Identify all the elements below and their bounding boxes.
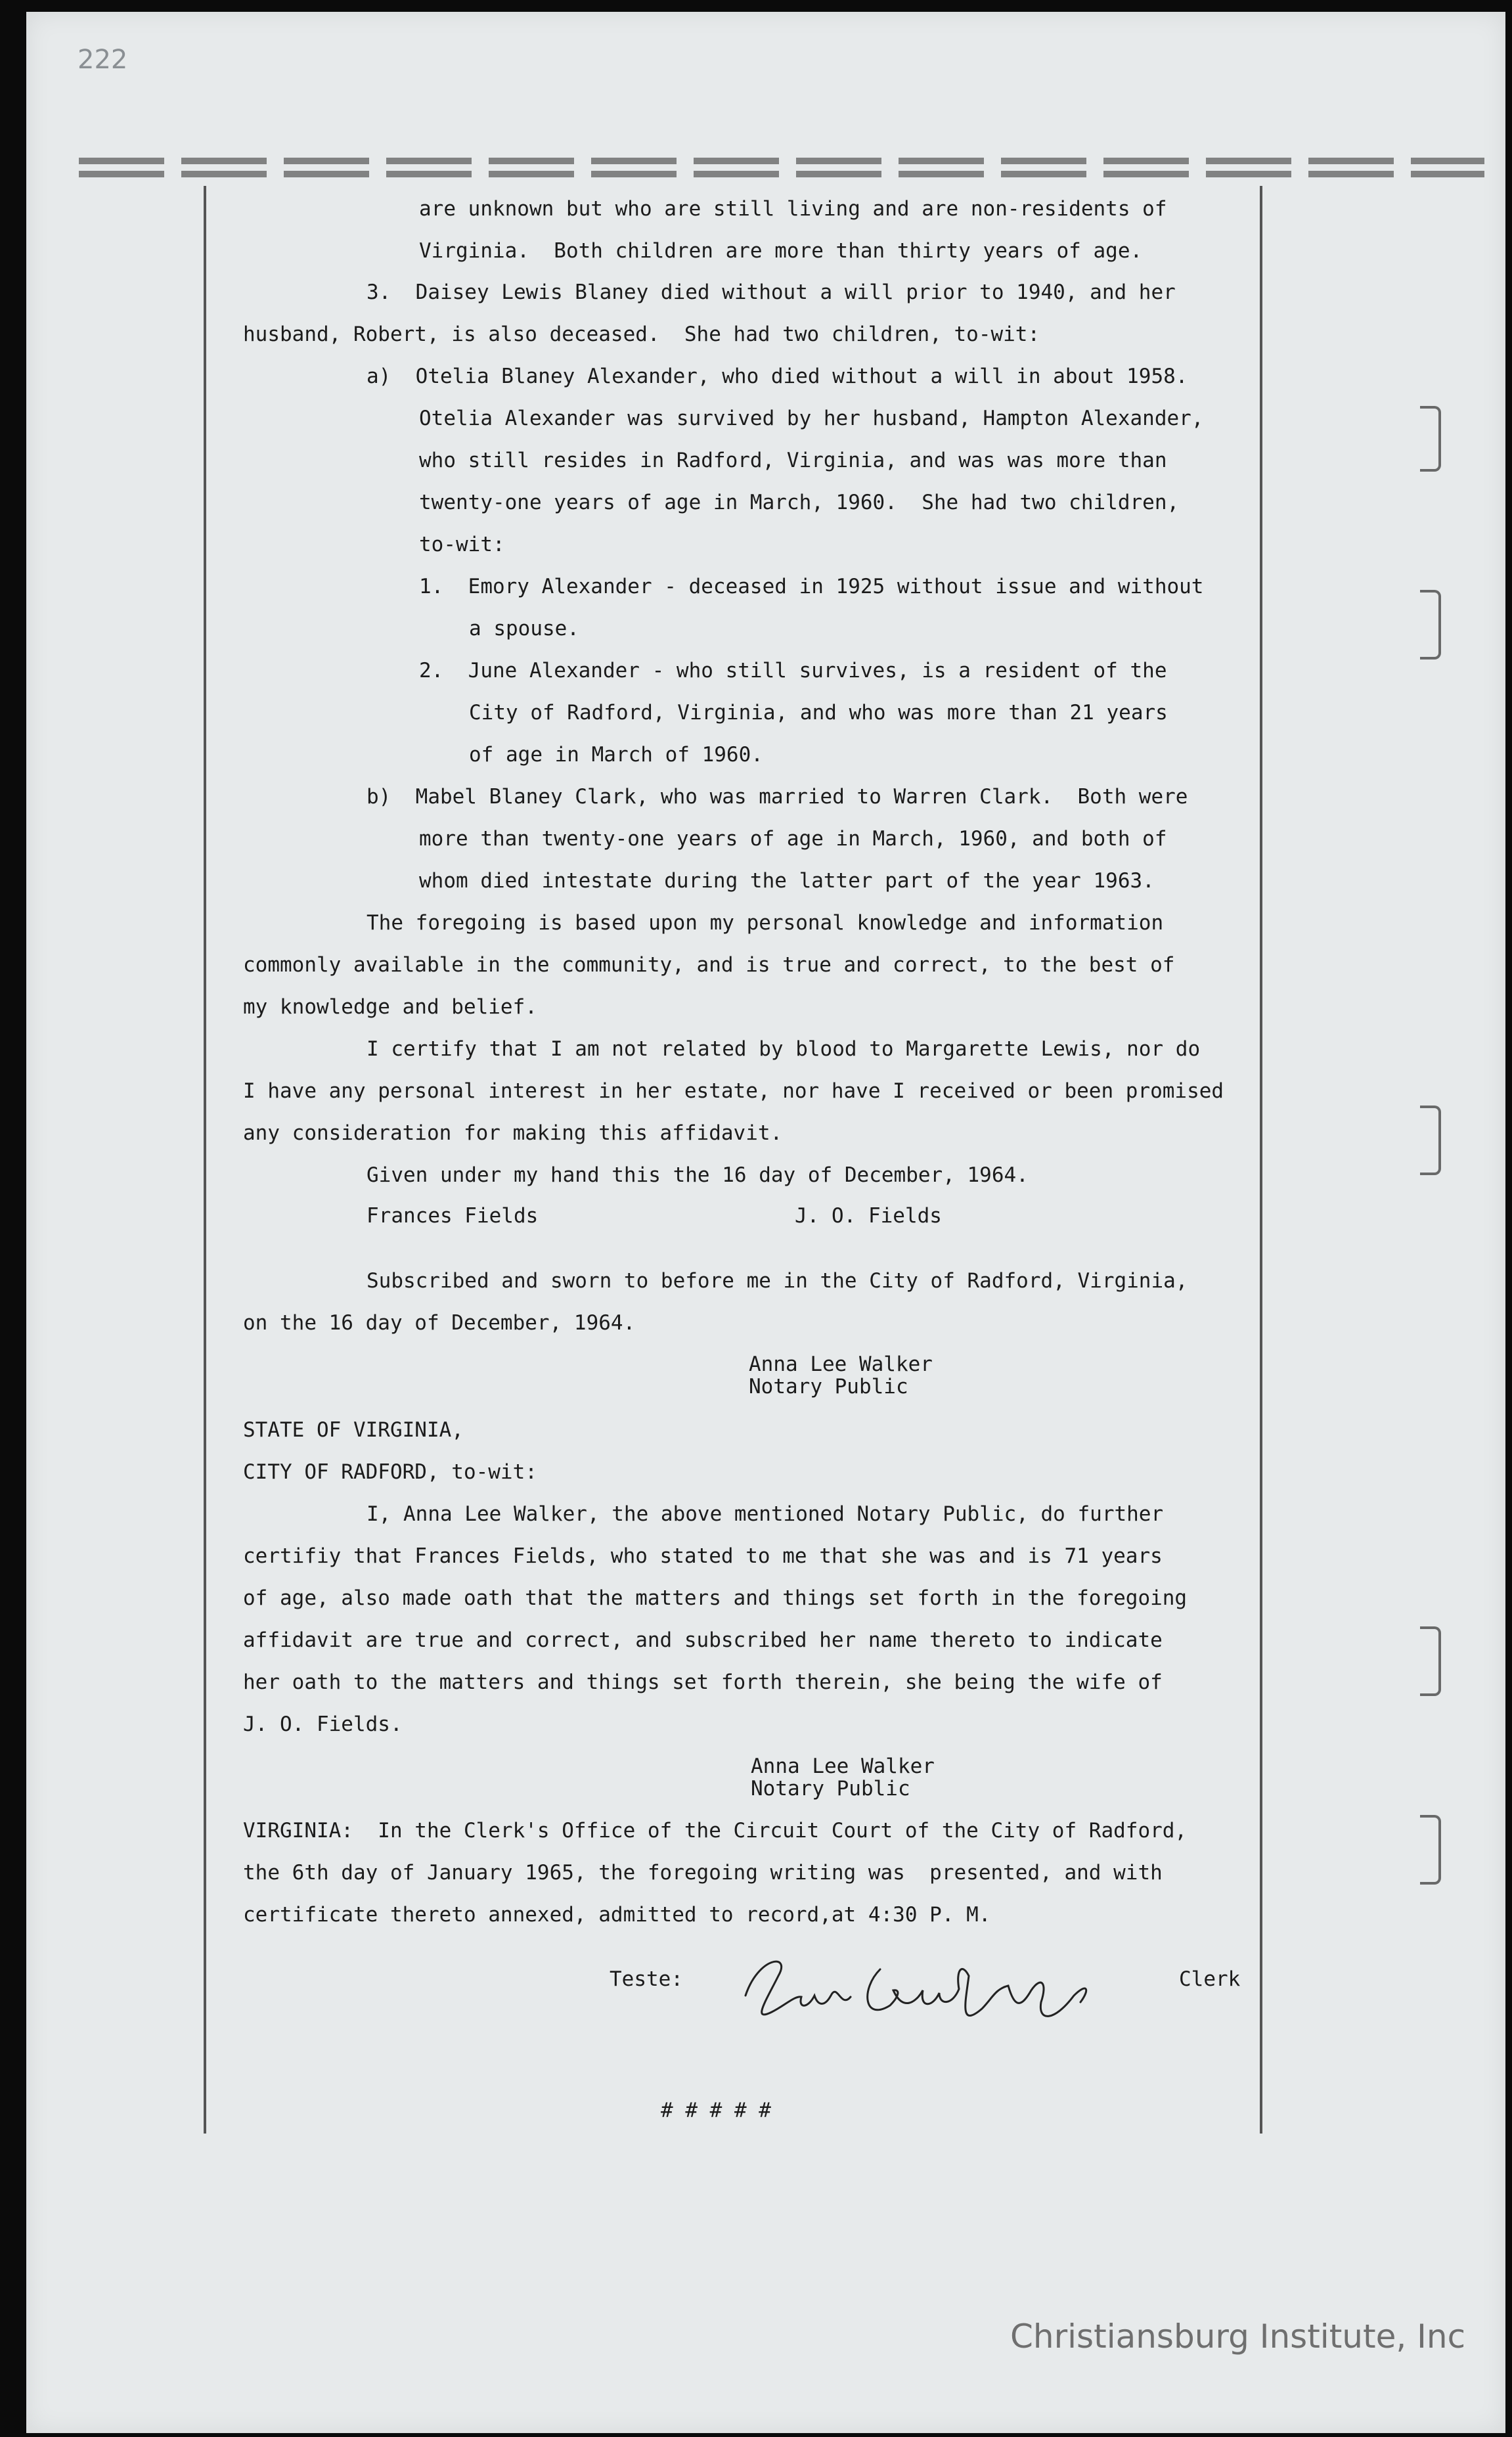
watermark: Christiansburg Institute, Inc: [1010, 2317, 1466, 2356]
end-marks: # # # # #: [661, 2099, 771, 2122]
body-line: twenty-one years of age in March, 1960. She had two children,: [419, 491, 1180, 514]
body-line: J. O. Fields.: [243, 1712, 403, 1736]
body-line: the 6th day of January 1965, the foregoing writing was presented, and with: [243, 1861, 1163, 1885]
body-line: of age in March of 1960.: [469, 743, 763, 767]
binder-mark: [1420, 590, 1441, 660]
body-line: CITY OF RADFORD, to-wit:: [243, 1460, 537, 1484]
dashed-rule-bottom: [79, 171, 1484, 177]
body-line: VIRGINIA: In the Clerk's Office of the Circuit Court of the City of Radford,: [243, 1819, 1188, 1843]
clerk-signature: [732, 1950, 1100, 2042]
body-line: whom died intestate during the latter part of the year 1963.: [419, 869, 1155, 893]
binder-mark: [1420, 406, 1441, 472]
body-line: of age, also made oath that the matters and things set forth in the foregoing: [243, 1586, 1188, 1610]
body-line: Subscribed and sworn to before me in the City of Radford, Virginia,: [367, 1269, 1188, 1293]
affiant-name: Frances Fields: [367, 1204, 539, 1228]
body-line: The foregoing is based upon my personal knowledge and information: [367, 911, 1164, 935]
notary-name: Anna Lee Walker: [749, 1353, 933, 1376]
body-line: a) Otelia Blaney Alexander, who died without a will in about 1958.: [367, 365, 1188, 388]
binder-mark: [1420, 1626, 1441, 1696]
body-line: on the 16 day of December, 1964.: [243, 1311, 636, 1335]
binder-mark: [1420, 1815, 1441, 1885]
body-line: any consideration for making this affidavit.: [243, 1121, 783, 1145]
body-line: husband, Robert, is also deceased. She had two children, to-wit:: [243, 323, 1040, 346]
body-line: my knowledge and belief.: [243, 995, 537, 1019]
notary-name: Anna Lee Walker: [751, 1755, 935, 1778]
document-page: [26, 12, 1505, 2433]
body-line: a spouse.: [469, 617, 579, 640]
body-line: b) Mabel Blaney Clark, who was married to Warren Clark. Both were: [367, 785, 1188, 809]
notary-title: Notary Public: [751, 1777, 910, 1800]
body-line: I have any personal interest in her estate, nor have I received or been promised: [243, 1079, 1224, 1103]
binder-mark: [1420, 1106, 1441, 1175]
body-line: to-wit:: [419, 533, 505, 556]
body-line: 1. Emory Alexander - deceased in 1925 without issue and without: [419, 575, 1204, 598]
teste-label: Teste:: [610, 1967, 683, 1991]
body-line: I, Anna Lee Walker, the above mentioned Notary Public, do further: [367, 1502, 1164, 1526]
body-line: City of Radford, Virginia, and who was more than 21 years: [469, 701, 1168, 725]
body-line: Virginia. Both children are more than thirty years of age.: [419, 239, 1143, 263]
body-line: more than twenty-one years of age in March, 1960, and both of: [419, 827, 1167, 851]
body-line: are unknown but who are still living and are non-residents of: [419, 197, 1167, 221]
clerk-label: Clerk: [1179, 1967, 1241, 1991]
body-line: affidavit are true and correct, and subscribed her name thereto to indicate: [243, 1628, 1163, 1652]
body-line: certifiy that Frances Fields, who stated to me that she was and is 71 years: [243, 1544, 1163, 1568]
body-line: who still resides in Radford, Virginia, and was was more than: [419, 449, 1167, 472]
body-line: commonly available in the community, and is true and correct, to the best of: [243, 953, 1175, 977]
notary-title: Notary Public: [749, 1375, 908, 1398]
left-margin-rule: [204, 186, 206, 2134]
dashed-rule-top: [79, 158, 1484, 164]
body-line: 3. Daisey Lewis Blaney died without a will prior to 1940, and her: [367, 280, 1176, 304]
body-line: certificate thereto annexed, admitted to record,at 4:30 P. M.: [243, 1903, 991, 1927]
body-line: 2. June Alexander - who still survives, is a resident of the: [419, 659, 1167, 682]
body-line: her oath to the matters and things set forth therein, she being the wife of: [243, 1670, 1163, 1694]
right-margin-rule: [1260, 186, 1262, 2134]
body-line: STATE OF VIRGINIA,: [243, 1418, 464, 1442]
body-line: Given under my hand this the 16 day of December, 1964.: [367, 1163, 1029, 1187]
body-line: I certify that I am not related by blood to Margarette Lewis, nor do: [367, 1037, 1201, 1061]
body-line: Otelia Alexander was survived by her husband, Hampton Alexander,: [419, 407, 1204, 430]
page-number: 222: [78, 45, 128, 75]
affiant-name: J. O. Fields: [795, 1204, 942, 1228]
